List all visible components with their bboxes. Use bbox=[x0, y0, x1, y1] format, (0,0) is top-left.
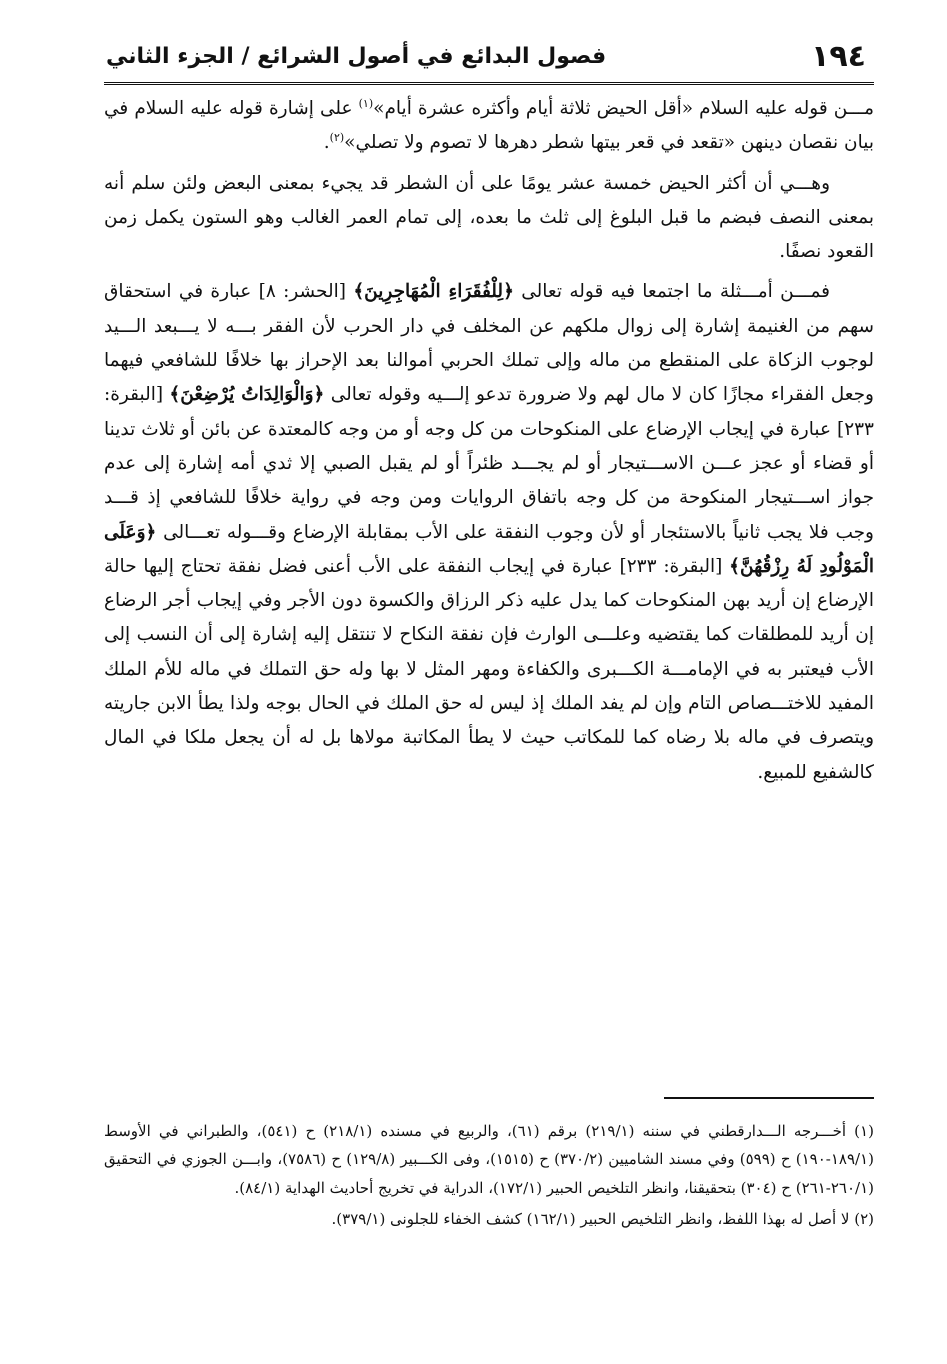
footnote-1: (١) أخـــرجه الـــدارقطني في سننه (٢١٩/١) برقم (٦١)، والربيع في مسنده (٢١٨/١) ح (٥٤١)، والطبراني في الأوسط (١٨٩/١-١٩٠) ح (٥٩٩) وفي مسند الشاميين (٣٧٠/٢) ح (١٥١٥)، وفى الكـــبير (١٢٩/٨) ح (٧٥٨٦)، وابـــن الجوزي في التحقيق (٢٦٠/١-٢٦١) ح (٣٠٤) بتحقيقنا، وانظر التلخيص الحبير (١٧٢/١)، الدراية في تخريج أحاديث الهداية (٨٤/١). bbox=[104, 1122, 874, 1197]
running-title: فصول البدائع في أصول الشرائع / الجزء الثاني bbox=[106, 43, 607, 69]
footnote-ref-1[interactable]: (١) bbox=[358, 96, 374, 110]
paragraph-3-part-b: [الحشر: ٨] عبارة في استحقاق سهم من الغنيمة إشارة إلى زوال ملكهم عن المخلف في دار الحرب لأن الفقر بـــه لا يـــبعد الـــيد لوجوب الزكاة على المنقطع من ماله وإلى تملك الحربي أموالنا بعد الإحراز بها خلافًا للشافعي فيهما وجعل الفقراء مجازًا كان لا مال لهم ولا ضرورة تدعو إلـــيه وقوله تعالى bbox=[104, 281, 874, 406]
page-header bbox=[104, 30, 874, 85]
footnotes bbox=[104, 1117, 874, 1237]
paragraph-3-part-c: [البقرة: ٢٣٣] عبارة في إيجاب الإرضاع على المنكوحات من كل وجه أو من وجه كالمعتدة عن بائن أو ثلاث تدينا أو قضاء أو عجز عـــن الاســـتيجار أو لم يجـــد ظئراً أو لم يقبل الصبي إلا ثدي أمه إشارة إلى عدم جواز اســـتيجار المنكوحة من كل وجه باتفاق الروايات ومن وجه في رواية خلافًا للشافعي إذ قـــد وجب فلا يجب ثانياً بالاستئجار أو لأن وجوب النفقة على الأب بمقابلة الإرضاع وقـــوله تعـــالى bbox=[104, 384, 874, 543]
footnote-divider bbox=[664, 1097, 874, 1099]
paragraph-3-part-a: فمـــن أمـــثلة ما اجتمعا فيه قوله تعالى bbox=[513, 281, 831, 303]
paragraph-3-part-d: [البقرة: ٢٣٣] عبارة في إيجاب النفقة على الأب أعنى فضل نفقة تحتاج إليها حالة الإرضاع إن أريد بهن المنكوحات كما يدل عليه ذكر الرزاق والكسوة دون الأجر وفي إيجاب أجر الرضاع إن أريد للمطلقات كما يقتضيه وعلـــى الوارث فإن نفقة النكاح لا تنتقل إليه إشارة إلى أن النسب إلى الأب فيعتبر به في الإمامـــة الكـــبرى والكفاءة ومهر المثل لا بها وله حق التملك في ماله للأم الملك المفيد للاختـــصاص التام وإن لم يفد الملك إذ ليس له حق الملك في الحال بوجه ولذا يطأ الابن جاريته ويتصرف في ماله بلا رضاه كما للمكاتب حيث لا يطأ المكاتبة مولاها بل له أن يجعل ملكا في المال كالشفيع للمبيع. bbox=[104, 555, 874, 783]
quran-verse-2: ﴿وَالْوَالِدَاتُ يُرْضِعْنَ﴾ bbox=[169, 384, 325, 406]
main-text bbox=[104, 92, 874, 796]
paragraph-2: وهـــي أن أكثر الحيض خمسة عشر يومًا على أن الشطر قد يجيء بمعنى البعض ولئن سلم أنه بمعنى النصف فبضم ما قبل البلوغ إلى ثلث ما بعده، إلى تمام العمر الغالب وهو الستون يكمل زمن القعود نصفًا. bbox=[104, 172, 874, 263]
footnote-ref-2[interactable]: (٢) bbox=[329, 131, 345, 145]
paragraph-1-part-a: مـــن قوله عليه السلام «أقل الحيض ثلاثة أيام وأكثره عشرة أيام» bbox=[373, 98, 874, 119]
quran-verse-1: ﴿لِلْفُقَرَاءِ الْمُهَاجِرِينَ﴾ bbox=[353, 281, 514, 303]
page-number: ١٩٤ bbox=[811, 38, 866, 74]
paragraph-1-part-b: على إشارة قوله عليه السلام في بيان نقصان دينهن «تقعد في قعر بيتها شطر دهرها لا تصوم ولا تصلي» bbox=[104, 98, 874, 154]
paragraph-1 bbox=[104, 92, 874, 161]
paragraph-3 bbox=[104, 275, 874, 789]
paragraph-1-end: . bbox=[323, 132, 330, 154]
quran-verse-3: ﴿وَعَلَى الْمَوْلُودِ لَهُ رِزْقُهُنَّ﴾ bbox=[104, 521, 874, 577]
footnote-2: (٢) لا أصل له بهذا اللفظ، وانظر التلخيص الحبير (١٦٢/١) كشف الخفاء للجلونى (٣٧٩/١). bbox=[331, 1210, 874, 1229]
